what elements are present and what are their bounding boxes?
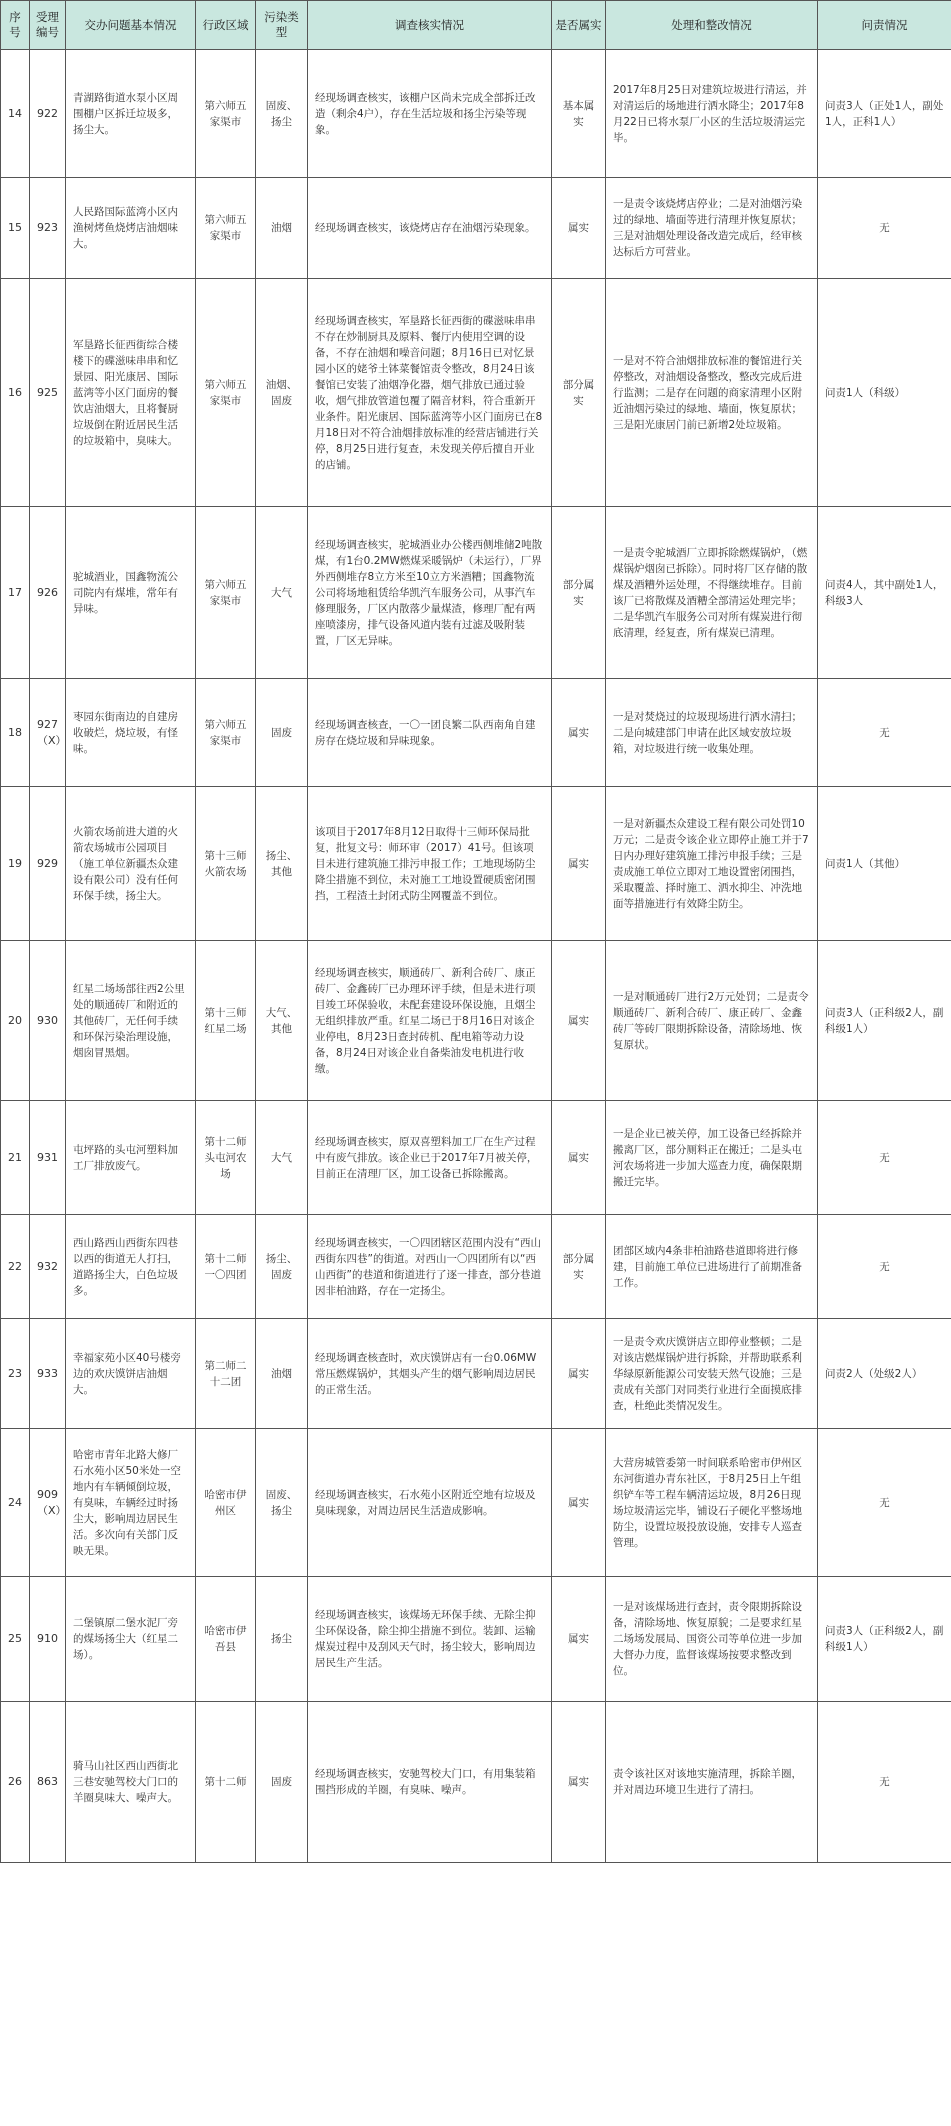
accountability-cell: 问责3人（正处1人，副处1人，正科1人） <box>818 50 951 178</box>
rectification-cell: 一是责令该烧烤店停业；二是对油烟污染过的绿地、墙面等进行清理并恢复原状；三是对油烟处理设备改造完成后，经审核达标后方可营业。 <box>606 178 818 279</box>
table-row <box>1 679 951 787</box>
region-cell: 第十三师红星二场 <box>196 941 256 1101</box>
pollution-cell: 大气、其他 <box>256 941 308 1101</box>
id-cell: 931 <box>30 1101 66 1215</box>
true-status-cell: 属实 <box>552 1577 606 1702</box>
col-true-header: 是否属实 <box>552 1 606 50</box>
table-row <box>1 1702 951 1863</box>
pollution-cell: 固废 <box>256 679 308 787</box>
col-investigation-header: 调查核实情况 <box>308 1 552 50</box>
investigation-cell: 经现场调查核实，一〇四团辖区范围内没有“西山西街东四巷”的街道。对西山一〇四团所有以“西山西街”的巷道和街道进行了逐一排查，部分巷道因非柏油路，存在一定扬尘。 <box>308 1215 552 1319</box>
true-status-cell: 属实 <box>552 787 606 941</box>
id-cell: 927（X） <box>30 679 66 787</box>
table-row <box>1 1101 951 1215</box>
true-status-cell: 部分属实 <box>552 507 606 679</box>
investigation-cell: 经现场调查核实，驼城酒业办公楼西侧堆储2吨散煤，有1台0.2MW燃煤采暖锅炉（未运行），厂界外西侧堆存8立方米至10立方米酒糟；国鑫物流公司将场地租赁给华凯汽车服务公司，从事汽车修理服务，厂区内散落少量煤渣，修理厂配有两座喷漆房，排气设备风道内装有过滤及吸附装置，厂区无异味。 <box>308 507 552 679</box>
seq-cell: 21 <box>1 1101 30 1215</box>
accountability-cell: 无 <box>818 1215 951 1319</box>
rectification-cell: 一是对新疆杰众建设工程有限公司处罚10万元；二是责令该企业立即停止施工并于7日内办理好建筑施工排污申报手续；三是责成施工单位立即对工地设置密闭围挡，采取覆盖、择时施工、洒水抑尘、冲洗地面等措施进行有效降尘防尘。 <box>606 787 818 941</box>
accountability-cell: 无 <box>818 679 951 787</box>
col-rectification-header: 处理和整改情况 <box>606 1 818 50</box>
rectification-cell: 一是对该煤场进行查封，责令限期拆除设备，清除场地、恢复原貌；二是要求红星二场场发展局、国资公司等单位进一步加大督办力度，监督该煤场按要求整改到位。 <box>606 1577 818 1702</box>
accountability-cell: 问责1人（其他） <box>818 787 951 941</box>
accountability-cell: 无 <box>818 1101 951 1215</box>
table-row <box>1 1215 951 1319</box>
table-header <box>1 1 951 50</box>
seq-cell: 25 <box>1 1577 30 1702</box>
region-cell: 第六师五家渠市 <box>196 279 256 507</box>
region-cell: 第十二师一〇四团 <box>196 1215 256 1319</box>
investigation-cell: 该项目于2017年8月12日取得十三师环保局批复，批复文号：师环审（2017）41号。但该项目未进行建筑施工排污申报工作；工地现场防尘降尘措施不到位，未对施工工地设置硬质密闭围挡，工程渣土封闭式防尘网覆盖不到位。 <box>308 787 552 941</box>
true-status-cell: 属实 <box>552 1702 606 1863</box>
seq-cell: 24 <box>1 1429 30 1577</box>
id-cell: 926 <box>30 507 66 679</box>
table-row <box>1 1577 951 1702</box>
pollution-cell: 油烟、固废 <box>256 279 308 507</box>
region-cell: 第二师二十二团 <box>196 1319 256 1429</box>
id-cell: 929 <box>30 787 66 941</box>
true-status-cell: 属实 <box>552 1101 606 1215</box>
issue-cell: 枣园东街南边的自建房收破烂，烧垃圾，有怪味。 <box>66 679 196 787</box>
col-region-header: 行政区域 <box>196 1 256 50</box>
issue-cell: 青湖路街道水泵小区周围棚户区拆迁垃圾多，扬尘大。 <box>66 50 196 178</box>
true-status-cell: 属实 <box>552 679 606 787</box>
col-id-header: 受理编号 <box>30 1 66 50</box>
investigation-cell: 经现场调查核查，一〇一团良繁二队西南角自建房存在烧垃圾和异味现象。 <box>308 679 552 787</box>
rectification-cell: 一是责令欢庆馍饼店立即停业整顿；二是对该店燃煤锅炉进行拆除，并帮助联系利华绿原新能源公司安装天然气设施；三是责成有关部门对同类行业进行全面摸底排查，杜绝此类情况发生。 <box>606 1319 818 1429</box>
table-row <box>1 787 951 941</box>
seq-cell: 22 <box>1 1215 30 1319</box>
seq-cell: 17 <box>1 507 30 679</box>
accountability-cell: 问责1人（科级） <box>818 279 951 507</box>
pollution-cell: 大气 <box>256 507 308 679</box>
seq-cell: 18 <box>1 679 30 787</box>
seq-cell: 23 <box>1 1319 30 1429</box>
pollution-cell: 固废 <box>256 1702 308 1863</box>
table-row <box>1 279 951 507</box>
table-row <box>1 1429 951 1577</box>
true-status-cell: 属实 <box>552 1429 606 1577</box>
id-cell: 930 <box>30 941 66 1101</box>
rectification-cell: 责令该社区对该地实施清理，拆除羊圈，并对周边环境卫生进行了清扫。 <box>606 1702 818 1863</box>
investigation-cell: 经现场调查核实，原双喜塑料加工厂在生产过程中有废气排放。该企业已于2017年7月被关停，目前正在清理厂区，加工设备已拆除搬离。 <box>308 1101 552 1215</box>
id-cell: 910 <box>30 1577 66 1702</box>
rectification-cell: 一是责令驼城酒厂立即拆除燃煤锅炉，（燃煤锅炉烟囱已拆除）。同时将厂区存储的散煤及酒糟外运处理，不得继续堆存。目前该厂已将散煤及酒糟全部清运处理完毕；二是华凯汽车服务公司对所有煤炭进行彻底清理，经复查，所有煤炭已清理。 <box>606 507 818 679</box>
col-issue-header: 交办问题基本情况 <box>66 1 196 50</box>
investigation-cell: 经现场调查核实，该煤场无环保手续、无除尘抑尘环保设备，除尘抑尘措施不到位。装卸、运输煤炭过程中及刮风天气时，扬尘较大，影响周边居民生产生活。 <box>308 1577 552 1702</box>
table-row <box>1 50 951 178</box>
issue-cell: 二堡镇原二堡水泥厂旁的煤场扬尘大（红星二场）。 <box>66 1577 196 1702</box>
accountability-cell: 无 <box>818 1429 951 1577</box>
true-status-cell: 部分属实 <box>552 1215 606 1319</box>
pollution-cell: 扬尘、其他 <box>256 787 308 941</box>
issue-cell: 骑马山社区西山西街北三巷安驰驾校大门口的羊圈臭味大、噪声大。 <box>66 1702 196 1863</box>
region-cell: 哈密市伊吾县 <box>196 1577 256 1702</box>
accountability-cell: 问责3人（正科级2人，副科级1人） <box>818 1577 951 1702</box>
accountability-cell: 无 <box>818 1702 951 1863</box>
rectification-cell: 一是企业已被关停，加工设备已经拆除并搬离厂区，部分厕料正在搬迁；二是头屯河农场将进一步加大巡查力度，确保限期搬迁完毕。 <box>606 1101 818 1215</box>
id-cell: 863 <box>30 1702 66 1863</box>
region-cell: 第十二师 <box>196 1702 256 1863</box>
accountability-cell: 问责3人（正科级2人，副科级1人） <box>818 941 951 1101</box>
id-cell: 933 <box>30 1319 66 1429</box>
investigation-cell: 经现场调查核实，安驰驾校大门口，有用集装箱围挡形成的羊圈，有臭味、噪声。 <box>308 1702 552 1863</box>
region-cell: 第十三师火箭农场 <box>196 787 256 941</box>
accountability-cell: 问责2人（处级2人） <box>818 1319 951 1429</box>
seq-cell: 16 <box>1 279 30 507</box>
issue-cell: 驼城酒业，国鑫物流公司院内有煤堆，常年有异味。 <box>66 507 196 679</box>
pollution-cell: 油烟 <box>256 1319 308 1429</box>
seq-cell: 19 <box>1 787 30 941</box>
seq-cell: 26 <box>1 1702 30 1863</box>
true-status-cell: 属实 <box>552 178 606 279</box>
accountability-cell: 问责4人，其中副处1人，科级3人 <box>818 507 951 679</box>
col-accountability-header: 问责情况 <box>818 1 951 50</box>
pollution-cell: 大气 <box>256 1101 308 1215</box>
accountability-cell: 无 <box>818 178 951 279</box>
region-cell: 哈密市伊州区 <box>196 1429 256 1577</box>
id-cell: 932 <box>30 1215 66 1319</box>
region-cell: 第十二师头屯河农场 <box>196 1101 256 1215</box>
pollution-cell: 固废、扬尘 <box>256 50 308 178</box>
col-pollution-header: 污染类型 <box>256 1 308 50</box>
table-row <box>1 941 951 1101</box>
region-cell: 第六师五家渠市 <box>196 178 256 279</box>
region-cell: 第六师五家渠市 <box>196 507 256 679</box>
issue-cell: 红星二场场部往西2公里处的顺通砖厂和附近的其他砖厂，无任何手续和环保污染治理设施，烟囱冒黑烟。 <box>66 941 196 1101</box>
seq-cell: 14 <box>1 50 30 178</box>
seq-cell: 15 <box>1 178 30 279</box>
rectification-cell: 大营房城管委第一时间联系哈密市伊州区东河街道办青东社区，于8月25日上午组织铲车等工程车辆清运垃圾，8月26日现场垃圾清运完毕，铺设石子硬化平整场地防尘，设置垃圾投放设施，安排专人巡查管理。 <box>606 1429 818 1577</box>
pollution-cell: 扬尘、固废 <box>256 1215 308 1319</box>
investigation-cell: 经现场调查核实，该烧烤店存在油烟污染现象。 <box>308 178 552 279</box>
seq-cell: 20 <box>1 941 30 1101</box>
id-cell: 909（X） <box>30 1429 66 1577</box>
investigation-cell: 经现场调查核实，该棚户区尚未完成全部拆迁改造（剩余4户），存在生活垃圾和扬尘污染等现象。 <box>308 50 552 178</box>
col-seq-header: 序号 <box>1 1 30 50</box>
rectification-cell: 一是对不符合油烟排放标准的餐馆进行关停整改，对油烟设备整改，整改完成后进行监测；二是存在问题的商家清理小区附近油烟污染过的绿地、墙面，恢复原状；三是阳光康居门前已新增2处垃圾箱。 <box>606 279 818 507</box>
issue-cell: 西山路西山西街东四巷以西的街道无人打扫，道路扬尘大，白色垃圾多。 <box>66 1215 196 1319</box>
pollution-cell: 扬尘 <box>256 1577 308 1702</box>
table-row <box>1 507 951 679</box>
pollution-cell: 固废、扬尘 <box>256 1429 308 1577</box>
table-row <box>1 1319 951 1429</box>
issue-cell: 屯坪路的头屯河塑料加工厂排放废气。 <box>66 1101 196 1215</box>
investigation-cell: 经现场调查核实，石水苑小区附近空地有垃圾及臭味现象，对周边居民生活造成影响。 <box>308 1429 552 1577</box>
pollution-cell: 油烟 <box>256 178 308 279</box>
id-cell: 922 <box>30 50 66 178</box>
rectification-cell: 一是对顺通砖厂进行2万元处罚；二是责令顺通砖厂、新利合砖厂、康正砖厂、金鑫砖厂等砖厂限期拆除设备，清除场地、恢复原状。 <box>606 941 818 1101</box>
table-row <box>1 178 951 279</box>
true-status-cell: 部分属实 <box>552 279 606 507</box>
header-row <box>1 1 951 50</box>
investigation-cell: 经现场调查核实，军垦路长征西街的碟滋味串串不存在炒制厨具及原料、餐厅内使用空调的设备，不存在油烟和噪音问题；8月16日已对忆景园小区的姥爷土钵菜餐馆责令整改，8月24日该餐馆已安装了油烟净化器，烟气排放已通过验收，烟气排放管道包覆了隔音材料，符合重新开业条件。阳光康居、国际蓝湾等小区门面房已在8月18日对不符合油烟排放标准的经营店铺进行关停，8月25日进行复查，未发现关停后擅自开业的店铺。 <box>308 279 552 507</box>
true-status-cell: 基本属实 <box>552 50 606 178</box>
investigation-cell: 经现场调查核实，顺通砖厂、新利合砖厂、康正砖厂、金鑫砖厂已办理环评手续，但是未进行项目竣工环保验收，未配套建设环保设施，且烟尘无组织排放严重。红星二场已于8月16日对该企业停电，8月23日查封砖机、配电箱等动力设备，8月24日对该企业自备柴油发电机进行收缴。 <box>308 941 552 1101</box>
region-cell: 第六师五家渠市 <box>196 50 256 178</box>
issue-cell: 军垦路长征西街综合楼楼下的碟滋味串串和忆景园、阳光康居、国际蓝湾等小区门面房的餐饮店油烟大，且将餐厨垃圾倒在附近居民生活的垃圾箱中，臭味大。 <box>66 279 196 507</box>
table-body <box>1 50 951 1863</box>
rectification-cell: 2017年8月25日对建筑垃圾进行清运，并对清运后的场地进行洒水降尘；2017年8月22日已将水泵厂小区的生活垃圾清运完毕。 <box>606 50 818 178</box>
rectification-cell: 一是对焚烧过的垃圾现场进行洒水清扫；二是向城建部门申请在此区域安放垃圾箱，对垃圾进行统一收集处理。 <box>606 679 818 787</box>
issue-cell: 火箭农场前进大道的火箭农场城市公园项目（施工单位新疆杰众建设有限公司）没有任何环保手续，扬尘大。 <box>66 787 196 941</box>
rectification-cell: 团部区域内4条非柏油路巷道即将进行修建，目前施工单位已进场进行了前期准备工作。 <box>606 1215 818 1319</box>
issue-cell: 幸福家苑小区40号楼旁边的欢庆馍饼店油烟大。 <box>66 1319 196 1429</box>
region-cell: 第六师五家渠市 <box>196 679 256 787</box>
true-status-cell: 属实 <box>552 1319 606 1429</box>
issue-cell: 人民路国际蓝湾小区内渔树烤鱼烧烤店油烟味大。 <box>66 178 196 279</box>
investigation-cell: 经现场调查核查时，欢庆馍饼店有一台0.06MW常压燃煤锅炉，其烟头产生的烟气影响周边居民的正常生活。 <box>308 1319 552 1429</box>
issue-cell: 哈密市青年北路大修厂石水苑小区50米处一空地内有车辆倾倒垃圾，有臭味，车辆经过时扬尘大，影响周边居民生活。多次向有关部门反映无果。 <box>66 1429 196 1577</box>
id-cell: 923 <box>30 178 66 279</box>
true-status-cell: 属实 <box>552 941 606 1101</box>
id-cell: 925 <box>30 279 66 507</box>
